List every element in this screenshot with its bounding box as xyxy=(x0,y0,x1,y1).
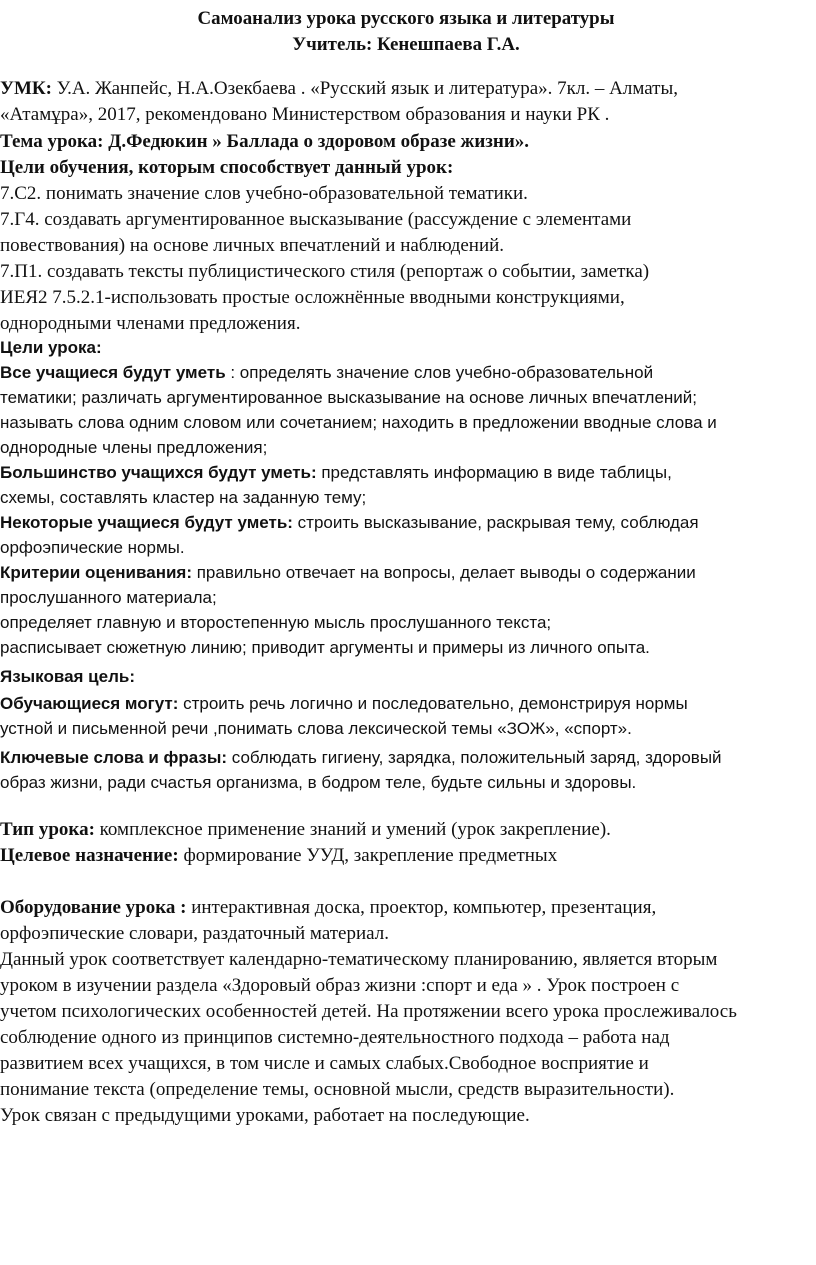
keywords-line-2: образ жизни, ради счастья организма, в бодром теле, будьте сильны и здоровы. xyxy=(0,773,637,792)
goals-most-line-2: схемы, составлять кластер на заданную тему; xyxy=(0,488,367,507)
objective-line: 7.Г4. создавать аргументированное высказывание (рассуждение с элементами xyxy=(0,209,632,230)
keywords-line-1 xyxy=(0,747,722,769)
umk-line-2: «Атамұра», 2017, рекомендовано Министерством образования и науки РК . xyxy=(0,104,610,125)
keywords-label: Ключевые слова и фразы: xyxy=(0,748,228,767)
learners-line-2: устной и письменной речи ,понимать слова лексической темы «ЗОЖ», «спорт». xyxy=(0,719,632,738)
criteria-line-4: расписывает сюжетную линию; приводит аргументы и примеры из личного опыта. xyxy=(0,638,650,657)
objectives-heading-text: Цели обучения, которым способствует данный урок: xyxy=(0,157,454,178)
keywords-text: соблюдать гигиену, зарядка, положительный заряд, здоровый xyxy=(227,748,722,767)
summary-line: уроком в изучении раздела «Здоровый образ жизни :спорт и еда » . Урок построен с xyxy=(0,975,680,996)
criteria-text: правильно отвечает на вопросы, делает выводы о содержании xyxy=(192,563,696,582)
summary-line: учетом психологических особенностей детей. На протяжении всего урока прослеживалось xyxy=(0,1001,737,1022)
lesson-type-text: комплексное применение знаний и умений (урок закрепление). xyxy=(94,819,611,840)
goals-most-line-1 xyxy=(0,462,672,484)
objective-line: повествования) на основе личных впечатлений и наблюдений. xyxy=(0,235,505,256)
equipment-line-1 xyxy=(0,897,656,919)
objectives-heading xyxy=(0,157,453,179)
goals-all-text: : определять значение слов учебно-образовательной xyxy=(225,363,654,382)
goals-most-label: Большинство учащихся будут уметь: xyxy=(0,463,317,482)
goals-some-text: строить высказывание, раскрывая тему, соблюдая xyxy=(292,513,699,532)
goals-all-line-2: тематики; различать аргументированное высказывание на основе личных впечатлений; xyxy=(0,388,697,407)
language-goal-heading xyxy=(0,666,135,688)
objective-line: 7.С2. понимать значение слов учебно-образовательной тематики. xyxy=(0,183,528,204)
summary-line: соблюдение одного из принципов системно-деятельностного подхода – работа над xyxy=(0,1027,670,1048)
umk-text: У.А. Жанпейс, Н.А.Озекбаева . «Русский язык и литература». 7кл. – Алматы, xyxy=(51,78,679,99)
teacher-name: Учитель: Кенешпаева Г.А. xyxy=(292,34,520,55)
criteria-line-2: прослушанного материала; xyxy=(0,588,217,607)
equipment-line-2: орфоэпические словари, раздаточный материал. xyxy=(0,923,389,944)
umk-line-1 xyxy=(0,78,678,100)
summary-line: Урок связан с предыдущими уроками, работает на последующие. xyxy=(0,1105,530,1126)
equipment-text: интерактивная доска, проектор, компьютер, презентация, xyxy=(186,897,657,918)
lesson-goals-heading-text: Цели урока: xyxy=(0,338,102,357)
learners-text: строить речь логично и последовательно, демонстрируя нормы xyxy=(178,694,688,713)
goals-all-line-4: однородные члены предложения; xyxy=(0,438,268,457)
goals-some-line-2: орфоэпические нормы. xyxy=(0,538,185,557)
lesson-type-line xyxy=(0,819,611,841)
document-title: Самоанализ урока русского языка и литературы xyxy=(197,8,615,29)
lesson-type-label: Тип урока: xyxy=(0,819,95,840)
purpose-text: формирование УУД, закрепление предметных xyxy=(178,845,558,866)
purpose-line xyxy=(0,845,557,867)
objective-line: 7.П1. создавать тексты публицистического стиля (репортаж о событии, заметка) xyxy=(0,261,650,282)
criteria-label: Критерии оценивания: xyxy=(0,563,192,582)
goals-all-line-1 xyxy=(0,362,653,384)
learners-line-1 xyxy=(0,693,688,715)
learners-label: Обучающиеся могут: xyxy=(0,694,179,713)
goals-all-label: Все учащиеся будут уметь xyxy=(0,363,226,382)
goals-some-label: Некоторые учащиеся будут уметь: xyxy=(0,513,293,532)
goals-all-line-3: называть слова одним словом или сочетанием; находить в предложении вводные слова и xyxy=(0,413,717,432)
equipment-label: Оборудование урока : xyxy=(0,897,187,918)
criteria-line-1 xyxy=(0,562,696,584)
objective-line: ИЕЯ2 7.5.2.1-использовать простые осложнённые вводными конструкциями, xyxy=(0,287,625,308)
summary-line: развитием всех учащихся, в том числе и самых слабых.Свободное восприятие и xyxy=(0,1053,649,1074)
goals-some-line-1 xyxy=(0,512,699,534)
lesson-goals-heading xyxy=(0,337,102,359)
summary-line: Данный урок соответствует календарно-тематическому планированию, является вторым xyxy=(0,949,718,970)
lesson-topic-text: Тема урока: Д.Федюкин » Баллада о здоровом образе жизни». xyxy=(0,131,530,152)
objective-line: однородными членами предложения. xyxy=(0,313,301,334)
summary-line: понимание текста (определение темы, основной мысли, средств выразительности). xyxy=(0,1079,675,1100)
goals-most-text: представлять информацию в виде таблицы, xyxy=(316,463,672,482)
language-goal-heading-text: Языковая цель: xyxy=(0,667,135,686)
lesson-topic xyxy=(0,131,529,153)
purpose-label: Целевое назначение: xyxy=(0,845,179,866)
criteria-line-3: определяет главную и второстепенную мысль прослушанного текста; xyxy=(0,613,552,632)
umk-label: УМК: xyxy=(0,78,52,99)
